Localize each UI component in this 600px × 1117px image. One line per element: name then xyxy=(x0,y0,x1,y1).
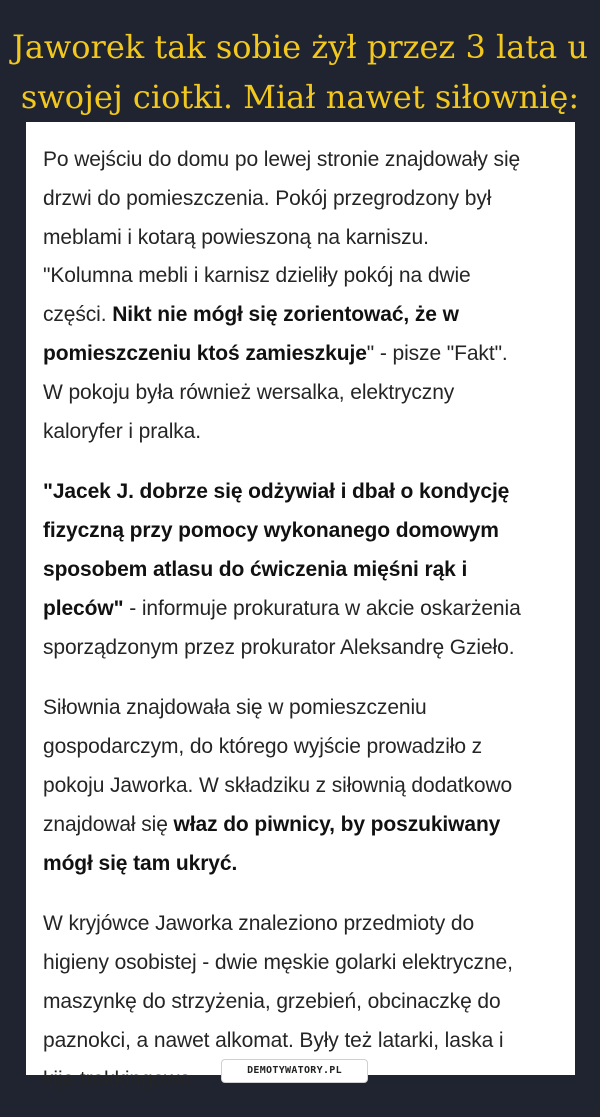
text-line: paznokci, a nawet alkomat. Były też latarki, laska i xyxy=(43,1028,504,1052)
bold-text: pomieszczeniu ktoś zamieszkuje xyxy=(43,341,367,365)
text-line: "Kolumna mebli i karnisz dzieliły pokój na dwie xyxy=(43,264,471,288)
bold-text: fizyczną przy pomocy wykonanego domowym xyxy=(43,519,499,543)
title-line: swojej ciotki. Miał nawet siłownię: xyxy=(20,78,580,116)
bold-text: mógł się tam ukryć. xyxy=(43,851,238,875)
bold-text: "Jacek J. dobrze się odżywiał i dbał o kondycję xyxy=(43,480,510,504)
paragraph-1 xyxy=(43,141,571,451)
text-segment: części. xyxy=(43,303,107,327)
title-line: Jaworek tak sobie żył przez 3 lata u xyxy=(11,28,589,66)
text-line: kije trekkingowe. xyxy=(43,1067,197,1091)
bold-text: pleców" xyxy=(43,596,124,620)
text-line: meblami i kotarą powieszoną na karniszu. xyxy=(43,225,429,249)
text-line: gospodarczym, do którego wyjście prowadziło z xyxy=(43,735,483,759)
text-line: higieny osobistej - dwie męskie golarki elektryczne, xyxy=(43,951,513,975)
text-line xyxy=(43,806,571,845)
text-line: Siłownia znajdowała się w pomieszczeniu xyxy=(43,696,427,720)
text-line: pokoju Jaworka. W składziku z siłownią dodatkowo xyxy=(43,773,513,797)
text-line xyxy=(43,590,571,629)
text-line: drzwi do pomieszczenia. Pokój przegrodzony był xyxy=(43,186,492,210)
text-line: Po wejściu do domu po lewej stronie znajdowały się xyxy=(43,148,521,171)
text-line: W pokoju była również wersalka, elektryczny xyxy=(43,380,455,404)
bold-text: sposobem atlasu do ćwiczenia mięśni rąk i xyxy=(43,557,468,581)
article-card xyxy=(26,122,575,1091)
article-text xyxy=(43,141,571,1099)
text-segment: znajdował się xyxy=(43,812,174,836)
text-line: maszynkę do strzyżenia, grzebień, obcinaczkę do xyxy=(43,989,501,1013)
page-title xyxy=(0,22,600,122)
text-line xyxy=(43,335,571,374)
text-segment: " - pisze "Fakt". xyxy=(366,341,508,365)
bold-text: właz do piwnicy, by poszukiwany xyxy=(173,812,501,836)
paragraph-2 xyxy=(43,473,571,667)
text-segment: - informuje prokuratura w akcie oskarżenia xyxy=(123,596,521,620)
paragraph-3 xyxy=(43,689,571,883)
text-line: sporządzonym przez prokurator Aleksandrę Gzieło. xyxy=(43,635,515,659)
text-line xyxy=(43,296,571,335)
text-line: W kryjówce Jaworka znaleziono przedmioty do xyxy=(43,912,475,936)
watermark-logo: DEMOTYWATORY.PL xyxy=(222,1060,367,1082)
bold-text: Nikt nie mógł się zorientować, że w xyxy=(112,303,459,327)
text-line: kaloryfer i pralka. xyxy=(43,419,201,443)
